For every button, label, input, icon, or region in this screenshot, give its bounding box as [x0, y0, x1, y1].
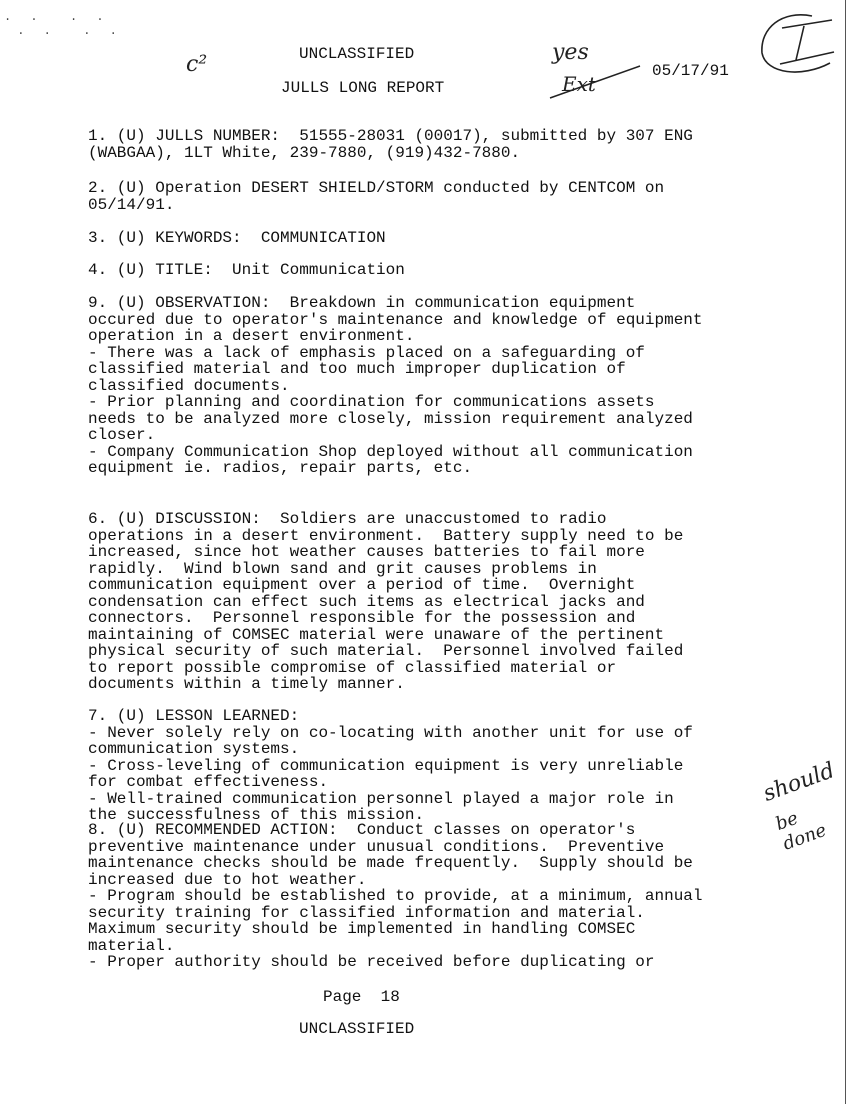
- text-line: connectors. Personnel responsible for the possession and: [88, 609, 636, 627]
- text-line: operations in a desert environment. Battery supply need to be: [88, 526, 684, 545]
- text-line: maintaining of COMSEC material were unaware of the pertinent: [88, 625, 665, 644]
- text-line: 6. (U) DISCUSSION: Soldiers are unaccustomed to radio: [88, 510, 607, 528]
- classification-top: UNCLASSIFIED: [299, 45, 415, 63]
- text-line: - Prior planning and coordination for communications assets: [88, 393, 655, 411]
- text-line: 05/14/91.: [88, 195, 175, 214]
- report-date: 05/17/91: [652, 62, 729, 80]
- text-line: - There was a lack of emphasis placed on a safeguarding of: [88, 343, 645, 362]
- paragraph-recommended-action: [88, 822, 703, 971]
- text-line: 7. (U) LESSON LEARNED:: [88, 707, 300, 725]
- text-line: for combat effectiveness.: [88, 773, 329, 791]
- handwritten-yes: yes: [552, 40, 589, 65]
- scan-edge: [845, 0, 846, 1104]
- handwritten-mark: c²: [186, 52, 208, 77]
- text-line: needs to be analyzed more closely, mission requirement analyzed: [88, 409, 693, 428]
- text-line: 3. (U) KEYWORDS: COMMUNICATION: [88, 229, 386, 247]
- text-line: communication equipment over a period of time. Overnight: [88, 576, 636, 594]
- text-line: closer.: [88, 426, 156, 444]
- text-line: 2. (U) Operation DESERT SHIELD/STORM conducted by CENTCOM on: [88, 179, 665, 197]
- text-line: Maximum security should be implemented in handling COMSEC: [88, 920, 636, 938]
- margin-note-line2: be done: [772, 807, 830, 855]
- paragraph-lesson-learned: [88, 708, 693, 824]
- handwritten-stroke-icon: [540, 58, 650, 103]
- text-line: classified material and too much improper duplication of: [88, 360, 626, 378]
- text-line: classified documents.: [88, 376, 290, 395]
- text-line: - Well-trained communication personnel played a major role in: [88, 789, 674, 808]
- handwritten-ext: Ext: [562, 72, 596, 96]
- text-line: condensation can effect such items as electrical jacks and: [88, 592, 645, 611]
- paragraph-keywords: [88, 230, 386, 247]
- text-line: - Company Communication Shop deployed without all communication: [88, 442, 693, 461]
- text-line: - Never solely rely on co-locating with another unit for use of: [88, 723, 693, 742]
- text-line: 1. (U) JULLS NUMBER: 51555-28031 (00017), submitted by 307 ENG: [88, 127, 693, 145]
- text-line: - Proper authority should be received before duplicating or: [88, 953, 655, 971]
- text-line: to report possible compromise of classified material or: [88, 658, 617, 677]
- text-line: security training for classified information and material.: [88, 903, 645, 922]
- text-line: preventive maintenance under unusual conditions. Preventive: [88, 837, 665, 856]
- text-line: operation in a desert environment.: [88, 327, 415, 345]
- text-line: physical security of such material. Personnel involved failed: [88, 642, 684, 660]
- text-line: material.: [88, 936, 175, 955]
- paragraph-title: [88, 262, 405, 279]
- text-line: maintenance checks should be made frequently. Supply should be: [88, 854, 693, 872]
- scan-artifacts: . . . . . . . .: [4, 10, 123, 38]
- text-line: the successfulness of this mission.: [88, 806, 425, 824]
- classification-bottom: UNCLASSIFIED: [299, 1020, 415, 1038]
- text-line: 4. (U) TITLE: Unit Communication: [88, 261, 405, 279]
- text-line: increased due to hot weather.: [88, 870, 367, 889]
- text-line: - Cross-leveling of communication equipment is very unreliable: [88, 756, 684, 775]
- text-line: communication systems.: [88, 740, 300, 758]
- paragraph-discussion: [88, 511, 683, 693]
- circled-mark-icon: [752, 8, 844, 80]
- text-line: (WABGAA), 1LT White, 239-7880, (919)432-7880.: [88, 143, 521, 162]
- text-line: documents within a timely manner.: [88, 675, 405, 693]
- text-line: 8. (U) RECOMMENDED ACTION: Conduct classes on operator's: [88, 821, 636, 839]
- paragraph-julls-number: [88, 128, 693, 161]
- page-number: Page 18: [323, 988, 400, 1006]
- text-line: 9. (U) OBSERVATION: Breakdown in communication equipment: [88, 294, 636, 312]
- report-title: JULLS LONG REPORT: [281, 79, 445, 97]
- text-line: - Program should be established to provide, at a minimum, annual: [88, 887, 703, 905]
- paragraph-operation: [88, 180, 664, 213]
- text-line: increased, since hot weather causes batteries to fail more: [88, 543, 645, 561]
- paragraph-observation: [88, 295, 703, 477]
- text-line: equipment ie. radios, repair parts, etc.: [88, 459, 473, 477]
- text-line: occured due to operator's maintenance and knowledge of equipment: [88, 310, 703, 329]
- text-line: rapidly. Wind blown sand and grit causes problems in: [88, 559, 597, 578]
- margin-note-line1: should: [759, 758, 839, 807]
